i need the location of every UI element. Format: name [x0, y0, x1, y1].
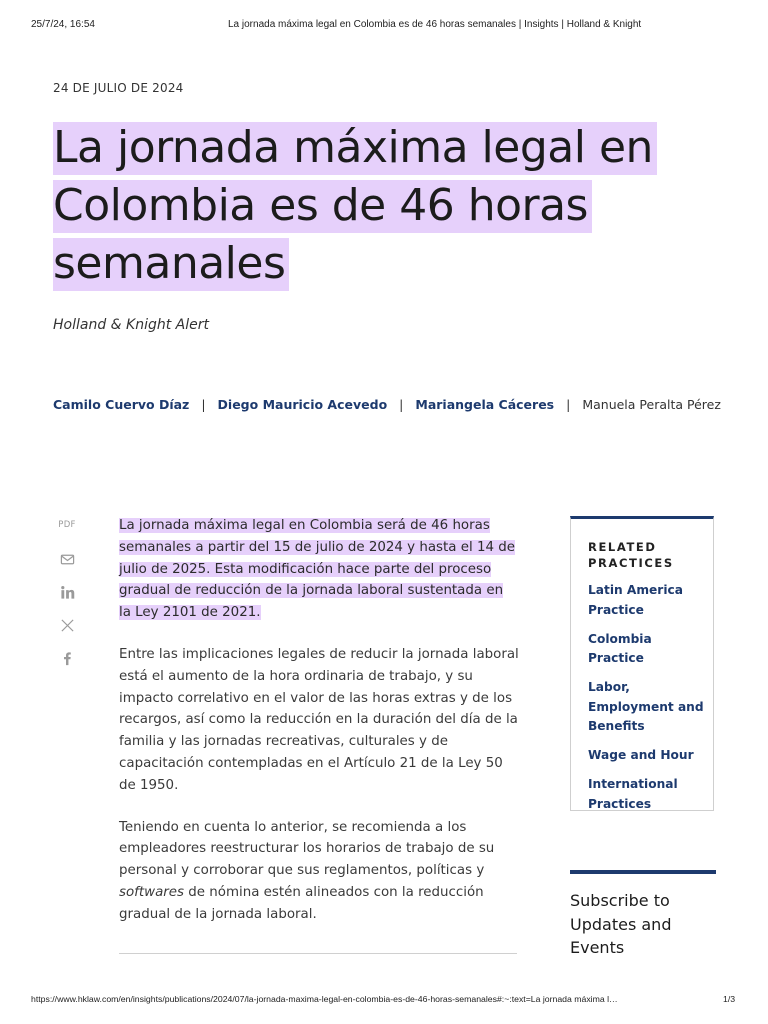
paragraph-text: Teniendo en cuenta lo anterior, se recomienda a los empleadores reestructurar los horarios de trabajo de su personal y corroborar que sus reglamentos, políticas y [119, 819, 495, 879]
related-practices-box [570, 516, 714, 811]
italic-text: softwares [119, 884, 185, 900]
author-list [53, 397, 721, 412]
facebook-icon[interactable] [56, 651, 78, 670]
article-title [53, 119, 713, 293]
paragraph [119, 817, 519, 926]
subscribe-link[interactable]: Subscribe to Updates and Events [570, 870, 716, 960]
print-page-number: 1/3 [723, 994, 736, 1004]
practice-link-colombia[interactable]: Colombia Practice [588, 631, 652, 665]
paragraph: Entre las implicaciones legales de reducir la jornada laboral está el aumento de la hora ordinaria de trabajo, y su impacto correlativo en el valor de las horas extras y de los recargos, así como la reducción en la duración del día de la familia y las jornadas recreativas, culturales y de capacitación contempladas en el Artículo 21 de la Ley 50 de 1950. [119, 646, 519, 793]
x-icon[interactable] [56, 618, 78, 637]
article-date: 24 DE JULIO DE 2024 [53, 81, 184, 95]
print-page-title: La jornada máxima legal en Colombia es de 46 horas semanales | Insights | Holland & Knight [228, 19, 642, 30]
pdf-button[interactable]: PDF [58, 520, 76, 530]
practice-link-wage-hour[interactable]: Wage and Hour [588, 748, 694, 762]
paragraph-lead [119, 515, 519, 624]
email-icon[interactable] [56, 552, 78, 571]
author-link[interactable]: Camilo Cuervo Díaz [53, 397, 190, 412]
author-separator: | [201, 397, 206, 412]
author-separator: | [399, 397, 404, 412]
author-link[interactable]: Diego Mauricio Acevedo [217, 397, 388, 412]
linkedin-icon[interactable] [56, 585, 78, 604]
divider [119, 953, 517, 954]
practice-link-international[interactable]: International Practices [588, 777, 678, 811]
print-url: https://www.hklaw.com/en/insights/publications/2024/07/la-jornada-maxima-legal-en-colombia-es-de-46-horas-semanales#:~:text=La jornada máxima l… [31, 994, 618, 1004]
paragraph-text: de nómina estén alineados con la reducción gradual de la jornada laboral. [119, 884, 484, 922]
article-body [119, 515, 519, 946]
article-title-text: La jornada máxima legal en Colombia es de 46 horas semanales [53, 122, 657, 291]
author-link[interactable]: Mariangela Cáceres [415, 397, 555, 412]
author-separator: | [566, 397, 571, 412]
share-bar [56, 520, 78, 684]
author-name: Manuela Peralta Pérez [582, 397, 721, 412]
related-practices-heading: RELATED PRACTICES [588, 540, 674, 570]
practice-link-labor[interactable]: Labor, Employment and Benefits [588, 680, 704, 733]
article-type: Holland & Knight Alert [53, 317, 209, 333]
highlighted-text: La jornada máxima legal en Colombia será de 46 horas semanales a partir del 15 de julio de 2024 y hasta el 14 de julio de 2025. Esta modificación hace parte del proceso gradual de reducción de la jornada laboral sustentada en la Ley 2101 de 2021. [119, 518, 515, 621]
print-timestamp: 25/7/24, 16:54 [31, 19, 95, 30]
practice-link-latin-america[interactable]: Latin America Practice [588, 583, 683, 617]
